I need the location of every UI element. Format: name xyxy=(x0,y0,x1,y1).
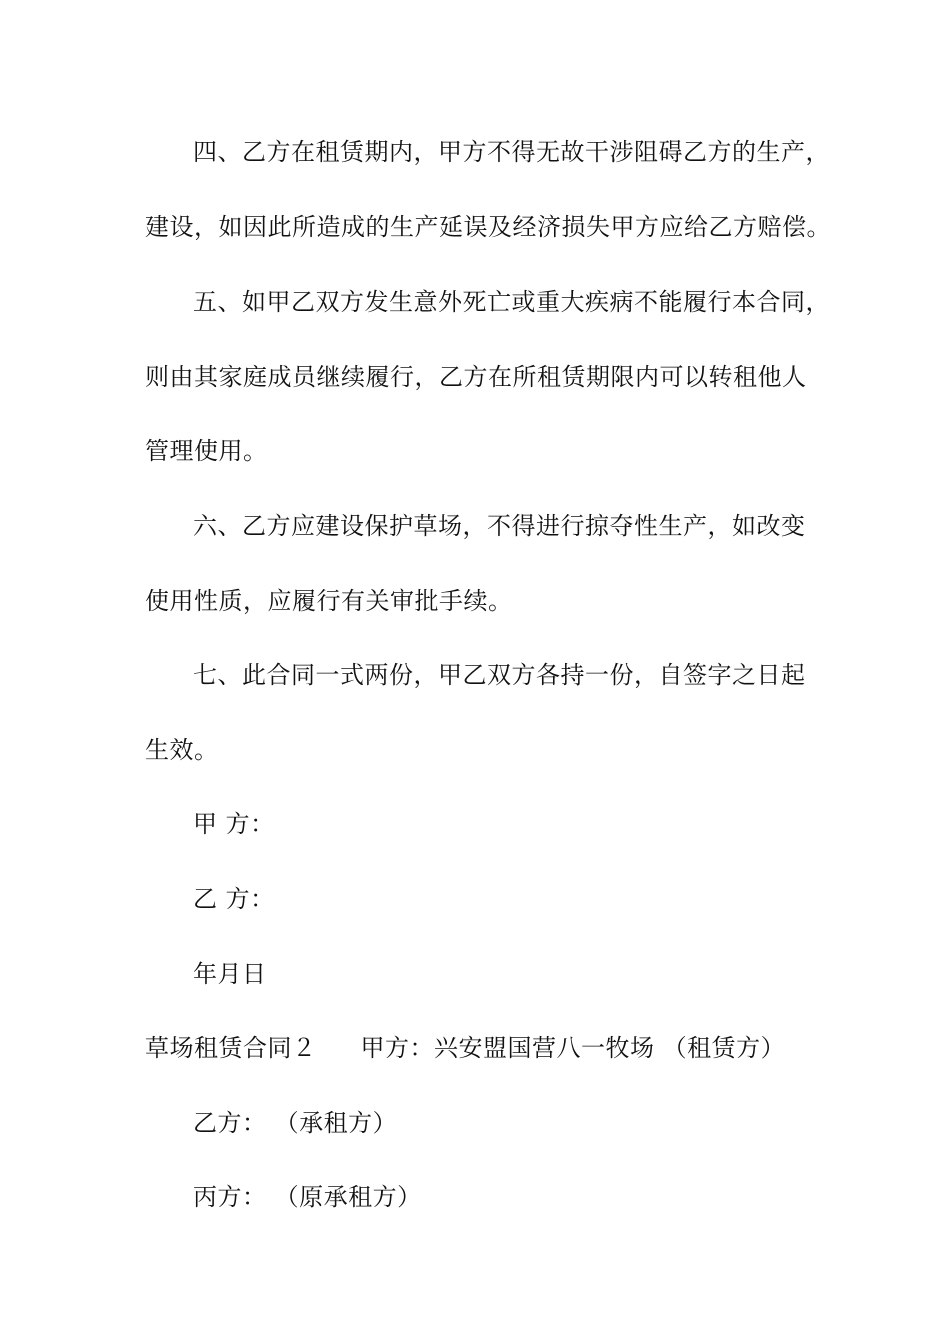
clause-6-line-2: 使用性质，应履行有关审批手续。 xyxy=(145,587,513,615)
party-a-signature: 甲 方： xyxy=(193,810,275,838)
clause-7-line-2: 生效。 xyxy=(145,736,219,764)
party-b-signature: 乙 方： xyxy=(193,885,275,913)
contract-2-header xyxy=(145,1033,785,1063)
clause-6-line-1: 六、乙方应建设保护草场，不得进行掠夺性生产，如改变 xyxy=(193,512,806,540)
clause-4-line-2: 建设，如因此所造成的生产延误及经济损失甲方应给乙方赔偿。 xyxy=(145,213,831,241)
clause-5-line-1: 五、如甲乙双方发生意外死亡或重大疾病不能履行本合同， xyxy=(193,288,830,316)
clause-7-line-1: 七、此合同一式两份，甲乙双方各持一份，自签字之日起 xyxy=(193,661,806,689)
clause-5-line-2: 则由其家庭成员继续履行，乙方在所租赁期限内可以转租他人 xyxy=(145,363,807,391)
contract-2-party-a: 甲方：兴安盟国营八一牧场 （租赁方） xyxy=(360,1034,786,1062)
contract-2-party-b: 乙方： （承租方） xyxy=(193,1109,398,1137)
clause-4-line-1: 四、乙方在租赁期内，甲方不得无故干涉阻碍乙方的生产， xyxy=(193,138,830,166)
contract-2-party-c: 丙方： （原承租方） xyxy=(193,1183,422,1211)
date-line: 年月日 xyxy=(193,960,267,988)
contract-2-title: 草场租赁合同２ xyxy=(145,1034,317,1062)
clause-5-line-3: 管理使用。 xyxy=(145,437,268,465)
